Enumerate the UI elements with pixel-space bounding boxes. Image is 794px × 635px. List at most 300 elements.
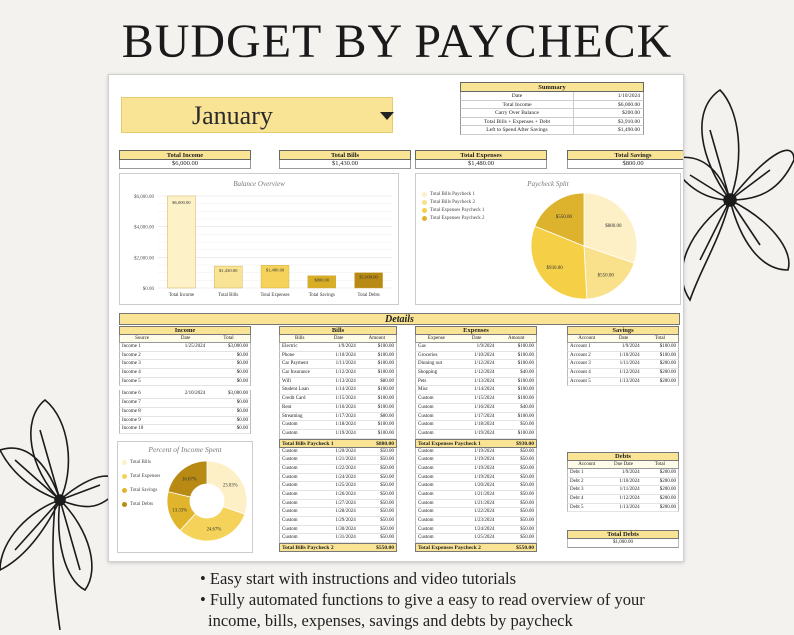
- table-row: [567, 378, 679, 387]
- table-row: [415, 500, 537, 509]
- table-cell[interactable]: Streaming: [282, 413, 303, 419]
- debts-header: Debts: [567, 452, 679, 461]
- table-cell[interactable]: $50.00: [520, 500, 534, 506]
- table-cell[interactable]: [164, 399, 207, 407]
- table-cell[interactable]: $50.00: [520, 465, 534, 471]
- table-row: [119, 343, 251, 352]
- table-cell[interactable]: Custom: [418, 474, 434, 480]
- table-cell[interactable]: 1/16/2024: [474, 404, 495, 410]
- table-cell[interactable]: 1/12/2024: [474, 370, 495, 376]
- table-cell[interactable]: 1/27/2024: [335, 500, 356, 506]
- bills-header: Bills: [279, 326, 397, 335]
- table-row: [415, 378, 537, 387]
- table-cell[interactable]: 1/31/2024: [335, 535, 356, 541]
- legend-swatch: [422, 216, 427, 221]
- table-cell[interactable]: $200.00: [659, 496, 676, 502]
- table-cell[interactable]: Custom: [282, 526, 298, 532]
- table-cell[interactable]: 1/22/2024: [335, 465, 356, 471]
- table-row: [415, 448, 537, 457]
- column-header: Amount: [368, 336, 386, 341]
- table-cell[interactable]: Income 10: [122, 426, 144, 432]
- table-cell[interactable]: $50.00: [380, 509, 394, 515]
- table-cell[interactable]: Debt 5: [570, 504, 584, 510]
- table-cell[interactable]: $50.00: [520, 483, 534, 489]
- table-cell[interactable]: 1/12/2024: [474, 361, 495, 367]
- table-cell[interactable]: Shopping: [418, 370, 438, 376]
- table-cell[interactable]: 1/24/2024: [335, 474, 356, 480]
- table-cell[interactable]: 1/10/2024: [619, 478, 640, 484]
- details-header: Details: [119, 313, 680, 325]
- table-cell[interactable]: $100.00: [377, 387, 394, 393]
- table-cell[interactable]: $50.00: [380, 465, 394, 471]
- column-header: Account: [578, 462, 596, 467]
- table-cell[interactable]: Custom: [282, 492, 298, 497]
- slice-data-label: 13.33%: [172, 508, 188, 514]
- column-header: Expense: [427, 336, 445, 341]
- table-cell[interactable]: Custom: [418, 526, 434, 532]
- table-cell[interactable]: 1/13/2024: [619, 504, 640, 510]
- table-cell[interactable]: $200.00: [659, 487, 676, 493]
- table-cell[interactable]: Income 9: [122, 417, 141, 423]
- summary-row: [460, 109, 644, 118]
- table-row: [415, 343, 537, 352]
- total-expenses-label: Total Expenses: [415, 150, 547, 160]
- table-cell[interactable]: 1/9/2024: [476, 344, 495, 349]
- total-bills-box: [279, 150, 411, 169]
- summary-key: Carry Over Balance: [495, 110, 539, 116]
- table-cell[interactable]: Pets: [418, 378, 427, 384]
- table-cell[interactable]: 1/10/2024: [619, 352, 640, 358]
- table-cell[interactable]: $50.00: [380, 474, 394, 480]
- table-cell[interactable]: Custom: [418, 483, 434, 489]
- table-cell[interactable]: 1/13/2024: [619, 378, 640, 384]
- table-cell[interactable]: $0.00: [236, 352, 248, 358]
- column-header: Account: [578, 336, 596, 341]
- table-cell[interactable]: $200.00: [659, 478, 676, 484]
- legend-swatch: [422, 208, 427, 213]
- table-cell[interactable]: Car Payment: [282, 361, 308, 367]
- table-cell[interactable]: [164, 360, 207, 368]
- table-row: [119, 352, 251, 361]
- slice-data-label: 24.67%: [206, 527, 222, 533]
- flower-decoration-left: [0, 380, 120, 630]
- summary-value: $1,490.00: [573, 126, 643, 134]
- table-cell[interactable]: $0.00: [236, 400, 248, 406]
- legend-item: [422, 206, 522, 214]
- table-cell[interactable]: [164, 425, 207, 433]
- table-cell[interactable]: 1/28/2024: [335, 509, 356, 515]
- table-cell[interactable]: $100.00: [517, 396, 534, 402]
- column-header: Due Date: [614, 462, 634, 467]
- total-savings-value: $800.00: [567, 160, 684, 169]
- y-tick-label: $0.00: [142, 287, 154, 292]
- table-cell[interactable]: 1/12/2024: [619, 370, 640, 376]
- column-header: Amount: [507, 336, 525, 341]
- table-cell[interactable]: 1/11/2024: [619, 487, 640, 493]
- table-cell[interactable]: $50.00: [520, 422, 534, 428]
- table-cell[interactable]: $0.00: [236, 417, 248, 423]
- column-header: Source: [135, 336, 150, 341]
- table-row: [279, 413, 397, 422]
- table-cell[interactable]: Income 3: [122, 361, 141, 367]
- table-row: [119, 399, 251, 408]
- table-cell[interactable]: Custom: [418, 492, 434, 497]
- page-title: BUDGET BY PAYCHECK: [121, 15, 673, 68]
- table-cell[interactable]: Custom: [418, 430, 434, 436]
- table-cell[interactable]: Income 4: [122, 370, 141, 376]
- total-bills-label: Total Bills: [279, 150, 411, 160]
- table-cell[interactable]: 1/14/2024: [335, 387, 356, 393]
- table-row: [279, 395, 397, 404]
- table-cell[interactable]: [164, 369, 207, 377]
- table-cell[interactable]: $0.00: [236, 370, 248, 376]
- table-cell[interactable]: Account 5: [570, 378, 591, 384]
- table-row: [279, 352, 397, 361]
- table-cell[interactable]: $100.00: [517, 344, 534, 349]
- table-cell[interactable]: $50.00: [520, 535, 534, 541]
- paycheck-split-title: Paycheck Split: [527, 180, 569, 188]
- table-cell[interactable]: Debt 1: [570, 470, 584, 475]
- income-table: [119, 326, 251, 434]
- table-cell[interactable]: 1/12/2024: [619, 496, 640, 502]
- slice-data-label: 16.67%: [181, 477, 197, 483]
- table-row: [119, 390, 251, 399]
- table-cell[interactable]: $0.00: [236, 361, 248, 367]
- table-cell[interactable]: $50.00: [380, 518, 394, 524]
- table-cell[interactable]: Custom: [282, 535, 298, 541]
- table-cell[interactable]: Custom: [418, 396, 434, 402]
- table-cell[interactable]: $100.00: [517, 387, 534, 393]
- total-savings-box: [567, 150, 684, 169]
- table-cell[interactable]: Income 6: [122, 391, 141, 397]
- expenses-paycheck2-total: Total Expenses Paycheck 2 $550.00: [415, 543, 537, 552]
- table-cell[interactable]: Wifi: [282, 378, 291, 384]
- table-cell[interactable]: Custom: [282, 430, 298, 436]
- table-cell[interactable]: Custom: [282, 509, 298, 515]
- table-cell[interactable]: $50.00: [380, 500, 394, 506]
- table-cell[interactable]: 1/9/2024: [621, 470, 640, 475]
- table-cell[interactable]: 1/19/2024: [474, 430, 495, 436]
- table-row: [415, 456, 537, 465]
- chevron-down-icon[interactable]: [380, 112, 394, 120]
- expenses-header: Expenses: [415, 326, 537, 335]
- table-cell[interactable]: $100.00: [517, 430, 534, 436]
- table-row: [415, 482, 537, 491]
- table-cell[interactable]: $50.00: [380, 526, 394, 532]
- table-row: [415, 352, 537, 361]
- table-cell[interactable]: 1/10/2024: [474, 352, 495, 358]
- table-cell[interactable]: Custom: [282, 465, 298, 471]
- table-cell[interactable]: Car Insurance: [282, 370, 310, 376]
- table-cell[interactable]: Debt 3: [570, 487, 584, 493]
- table-row: [279, 448, 397, 457]
- table-cell[interactable]: Custom: [418, 518, 434, 524]
- table-row: [119, 369, 251, 378]
- table-cell[interactable]: 1/17/2024: [335, 413, 356, 419]
- table-cell[interactable]: 1/30/2024: [335, 526, 356, 532]
- table-cell[interactable]: $100.00: [377, 352, 394, 358]
- table-cell[interactable]: 1/9/2024: [621, 344, 640, 349]
- table-cell[interactable]: $3,000.00: [227, 391, 248, 397]
- legend-item: [422, 214, 522, 222]
- table-cell[interactable]: $50.00: [520, 509, 534, 515]
- table-cell[interactable]: $200.00: [659, 361, 676, 367]
- table-cell[interactable]: $50.00: [380, 448, 394, 454]
- table-row: [567, 360, 679, 369]
- table-row: [567, 469, 679, 478]
- table-cell[interactable]: $100.00: [377, 370, 394, 376]
- table-cell[interactable]: $3,000.00: [227, 344, 248, 349]
- table-cell[interactable]: $100.00: [377, 396, 394, 402]
- table-cell[interactable]: Electric: [282, 344, 298, 349]
- table-cell[interactable]: 1/16/2024: [335, 404, 356, 410]
- bills-paycheck2-total: Total Bills Paycheck 2 $550.00: [279, 543, 397, 552]
- table-row: [119, 425, 251, 434]
- table-row: [567, 478, 679, 487]
- column-header: Total: [654, 462, 665, 467]
- legend-label: Total Bills: [130, 460, 151, 465]
- table-cell[interactable]: 1/20/2024: [335, 448, 356, 454]
- table-cell[interactable]: 1/20/2024: [474, 483, 495, 489]
- table-cell[interactable]: 1/25/2024: [474, 535, 495, 541]
- table-cell[interactable]: Dinning out: [418, 361, 443, 367]
- budget-spreadsheet: [108, 74, 684, 562]
- table-cell[interactable]: Phone: [282, 352, 295, 358]
- legend-swatch: [422, 192, 427, 197]
- table-cell[interactable]: 1/19/2024: [474, 457, 495, 463]
- table-cell[interactable]: 1/21/2024: [335, 457, 356, 463]
- bar-data-label: $1,480.00: [265, 267, 285, 273]
- x-tick-label: Total Savings: [308, 293, 335, 298]
- table-row: [415, 526, 537, 535]
- legend-label: Total Expenses Paycheck 1: [430, 207, 485, 213]
- table-cell[interactable]: 2/10/2024: [184, 391, 206, 397]
- table-cell[interactable]: $50.00: [520, 457, 534, 463]
- table-row: [279, 534, 397, 543]
- table-cell[interactable]: Custom: [418, 413, 434, 419]
- table-cell[interactable]: 1/18/2024: [474, 422, 495, 428]
- table-row: [567, 352, 679, 361]
- table-cell[interactable]: $100.00: [517, 378, 534, 384]
- table-cell[interactable]: Income 1: [122, 344, 141, 349]
- column-header: Total: [654, 336, 665, 341]
- table-cell[interactable]: Custom: [282, 474, 298, 480]
- column-header: Date: [471, 336, 482, 341]
- bullet-item: income, bills, expenses, savings and debts by paycheck: [208, 611, 573, 630]
- table-cell[interactable]: 1/12/2024: [335, 370, 356, 376]
- table-cell[interactable]: 1/23/2024: [474, 518, 495, 524]
- total-expenses-box: [415, 150, 547, 169]
- x-tick-label: Total Bills: [218, 293, 239, 298]
- table-cell[interactable]: Account 1: [570, 344, 591, 349]
- table-cell[interactable]: $100.00: [517, 352, 534, 358]
- table-cell[interactable]: 1/13/2024: [335, 378, 356, 384]
- table-cell[interactable]: $100.00: [377, 404, 394, 410]
- slice-data-label: $550.00: [597, 273, 614, 279]
- table-cell[interactable]: Custom: [418, 465, 434, 471]
- table-cell[interactable]: 1/17/2024: [474, 413, 495, 419]
- table-cell[interactable]: $200.00: [659, 470, 676, 475]
- table-cell[interactable]: Income 7: [122, 400, 141, 406]
- table-cell[interactable]: 1/19/2024: [335, 430, 356, 436]
- table-cell[interactable]: 1/19/2024: [474, 448, 495, 454]
- table-cell[interactable]: Custom: [418, 509, 434, 515]
- table-cell[interactable]: 1/19/2024: [474, 465, 495, 471]
- table-cell[interactable]: $40.00: [520, 404, 534, 410]
- table-cell[interactable]: Debt 4: [570, 496, 584, 502]
- table-cell[interactable]: $0.00: [236, 378, 248, 384]
- table-cell[interactable]: Custom: [418, 404, 434, 410]
- table-cell[interactable]: 1/26/2024: [335, 492, 356, 497]
- table-cell[interactable]: Student Loan: [282, 387, 309, 393]
- table-row: [567, 504, 679, 513]
- table-cell[interactable]: 1/21/2024: [474, 492, 495, 497]
- legend-item: [122, 460, 164, 474]
- table-cell[interactable]: $100.00: [659, 344, 676, 349]
- table-cell[interactable]: $80.00: [380, 413, 394, 419]
- total-bills-value: $1,430.00: [279, 160, 411, 169]
- table-row: [415, 517, 537, 526]
- legend-label: Total Expenses Paycheck 2: [430, 215, 485, 221]
- table-cell[interactable]: Income 8: [122, 408, 141, 414]
- table-cell[interactable]: $50.00: [520, 526, 534, 532]
- table-cell[interactable]: Custom: [418, 422, 434, 428]
- table-cell[interactable]: Custom: [282, 500, 298, 506]
- table-cell[interactable]: $50.00: [520, 518, 534, 524]
- table-cell[interactable]: $50.00: [520, 474, 534, 480]
- table-cell[interactable]: Income 5: [122, 378, 141, 384]
- table-cell[interactable]: $100.00: [517, 413, 534, 419]
- table-cell[interactable]: $80.00: [380, 378, 394, 384]
- summary-value: 1/10/2024: [573, 92, 643, 100]
- table-cell[interactable]: [164, 417, 207, 425]
- table-cell[interactable]: 1/14/2024: [474, 387, 495, 393]
- table-cell[interactable]: 1/18/2024: [335, 422, 356, 428]
- legend-label: Total Bills Paycheck 2: [430, 199, 476, 205]
- legend-swatch: [122, 502, 127, 507]
- table-cell[interactable]: [164, 352, 207, 360]
- bills-paycheck1-total: Total Bills Paycheck 1 $880.00: [279, 439, 397, 448]
- month-selector[interactable]: [121, 97, 393, 133]
- table-cell[interactable]: 1/24/2024: [474, 526, 495, 532]
- bullet-item: • Fully automated functions to give a easy to read overview of your: [200, 590, 645, 609]
- table-cell[interactable]: Custom: [418, 500, 434, 506]
- table-row: [119, 360, 251, 369]
- table-cell[interactable]: Credit Card: [282, 396, 306, 402]
- table-cell[interactable]: 1/11/2024: [619, 361, 640, 367]
- table-cell[interactable]: Account 3: [570, 361, 591, 367]
- table-row: [279, 343, 397, 352]
- table-cell[interactable]: Rent: [282, 404, 292, 410]
- bar-data-label: $800.00: [314, 277, 330, 283]
- table-cell[interactable]: $100.00: [377, 422, 394, 428]
- table-cell[interactable]: $50.00: [380, 457, 394, 463]
- table-cell[interactable]: $100.00: [377, 361, 394, 367]
- table-cell[interactable]: [164, 408, 207, 416]
- table-row: [279, 404, 397, 413]
- table-cell[interactable]: $40.00: [520, 370, 534, 376]
- table-cell[interactable]: Custom: [282, 422, 298, 428]
- table-row: [279, 386, 397, 395]
- table-row: [279, 369, 397, 378]
- summary-key: Total Income: [502, 101, 532, 108]
- table-cell[interactable]: 1/25/2024: [335, 483, 356, 489]
- table-cell[interactable]: Account 2: [570, 352, 591, 358]
- table-cell[interactable]: $100.00: [377, 430, 394, 436]
- table-cell[interactable]: Custom: [282, 448, 298, 454]
- table-row: [279, 456, 397, 465]
- table-cell[interactable]: Custom: [282, 483, 298, 489]
- table-cell[interactable]: 1/21/2024: [474, 500, 495, 506]
- summary-key: Date: [511, 93, 523, 99]
- table-cell[interactable]: 1/15/2024: [335, 396, 356, 402]
- column-header: Date: [618, 336, 629, 341]
- table-cell[interactable]: $100.00: [517, 361, 534, 367]
- slice-data-label: $550.00: [555, 215, 572, 221]
- table-cell[interactable]: Gas: [418, 344, 426, 349]
- table-cell[interactable]: $50.00: [520, 448, 534, 454]
- table-cell[interactable]: $200.00: [659, 378, 676, 384]
- y-tick-label: $6,000.00: [134, 195, 154, 200]
- table-row: [119, 378, 251, 387]
- table-cell[interactable]: Custom: [282, 457, 298, 463]
- table-cell[interactable]: 1/11/2024: [335, 361, 356, 367]
- table-row: [415, 491, 537, 500]
- table-cell[interactable]: Custom: [418, 457, 434, 463]
- table-cell[interactable]: Misc: [418, 387, 428, 393]
- table-cell[interactable]: Income 2: [122, 352, 141, 358]
- table-cell[interactable]: $200.00: [659, 504, 676, 510]
- table-cell[interactable]: Custom: [418, 448, 434, 454]
- table-cell[interactable]: 1/22/2024: [474, 509, 495, 515]
- table-cell[interactable]: Custom: [282, 518, 298, 524]
- summary-row: [460, 92, 644, 101]
- table-row: [415, 421, 537, 430]
- table-cell[interactable]: 1/25/2024: [184, 344, 206, 349]
- table-row: [279, 491, 397, 500]
- table-cell[interactable]: 1/10/2024: [335, 352, 356, 358]
- table-cell[interactable]: 1/13/2024: [474, 378, 495, 384]
- table-cell[interactable]: Groceries: [418, 352, 438, 358]
- table-cell[interactable]: 1/9/2024: [337, 344, 356, 349]
- table-cell[interactable]: $50.00: [520, 492, 534, 497]
- slice-data-label: $930.00: [546, 265, 563, 271]
- column-header: Total: [223, 336, 234, 341]
- table-cell[interactable]: Account 4: [570, 370, 591, 376]
- table-cell[interactable]: 1/15/2024: [474, 396, 495, 402]
- slice-data-label: $880.00: [605, 224, 622, 230]
- legend-label: Total Savings: [130, 488, 158, 493]
- table-cell[interactable]: Custom: [418, 535, 434, 541]
- table-cell[interactable]: $100.00: [659, 352, 676, 358]
- table-cell[interactable]: 1/29/2024: [335, 518, 356, 524]
- table-cell[interactable]: $200.00: [659, 370, 676, 376]
- column-header: Date: [180, 336, 191, 341]
- table-cell[interactable]: $50.00: [380, 492, 394, 497]
- table-cell[interactable]: $50.00: [380, 483, 394, 489]
- balance-overview-chart: [119, 173, 399, 305]
- table-cell[interactable]: $100.00: [377, 344, 394, 349]
- table-cell[interactable]: $50.00: [380, 535, 394, 541]
- table-row: [567, 486, 679, 495]
- table-cell[interactable]: $0.00: [236, 426, 248, 432]
- table-row: [279, 360, 397, 369]
- table-cell[interactable]: Debt 2: [570, 478, 584, 484]
- table-cell[interactable]: [164, 378, 207, 386]
- legend-swatch: [422, 200, 427, 205]
- table-cell[interactable]: 1/19/2024: [474, 474, 495, 480]
- table-cell[interactable]: $0.00: [236, 408, 248, 414]
